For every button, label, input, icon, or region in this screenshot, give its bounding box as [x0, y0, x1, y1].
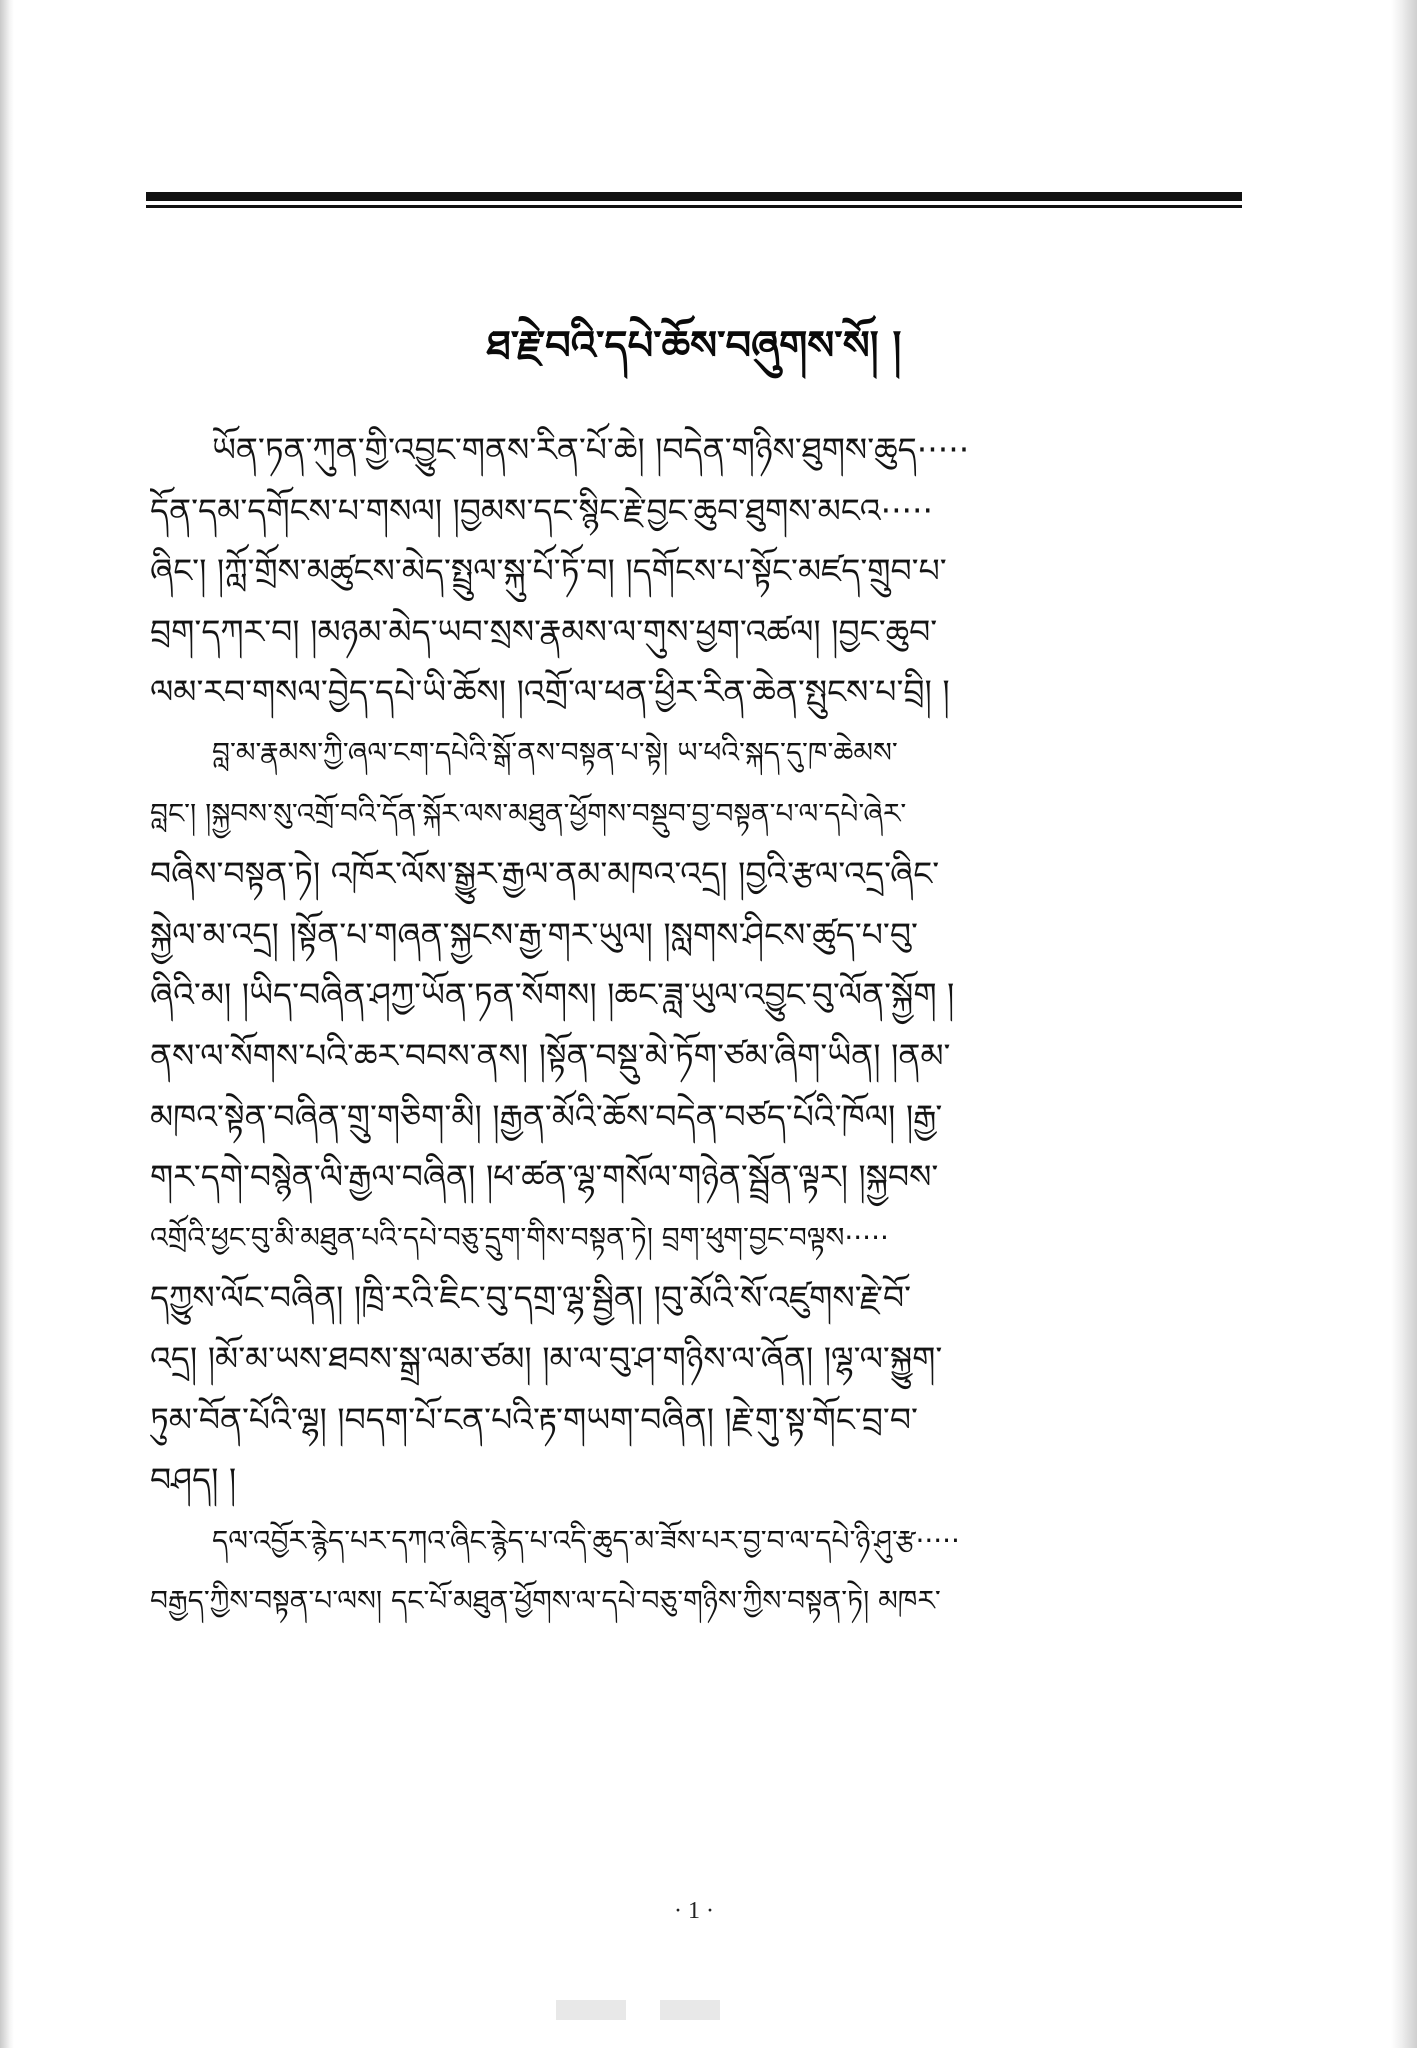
text-line: ཞིང་། །ཀློ་གྲོས་མཚུངས་མེད་སྤྲུལ་སྐུ་པོ་ཏོ་བ། །དགོངས་པ་སྟོང་མཛད་གྲུབ་པ་ — [150, 551, 947, 591]
text-line: ལམ་རབ་གསལ་བྱེད་དཔེ་ཡི་ཆོས། །འགྲོ་ལ་ཕན་ཕྱིར་རིན་ཆེན་སྤུངས་པ་བྲི། ། — [150, 672, 950, 712]
scan-edge-left — [0, 0, 14, 2048]
text-line: འདྲ། །མོ་མ་ཡས་ཐབས་སྒྲ་ལམ་ཙམ། །མ་ལ་བུ་ཤ་གཉིས་ལ་ཞོན། །ལྷ་ལ་སྐྱུག་ — [150, 1338, 943, 1378]
header-rule-thick — [146, 192, 1242, 201]
text-line: ཏུམ་བོན་པོའི་ལྷ། །བདག་པོ་ངན་པའི་རྟ་གཡག་བཞིན། །རྗེ་གུ་སྟ་གོང་བྲ་བ་ — [150, 1399, 918, 1439]
text-line: བཤད། ། — [150, 1460, 237, 1500]
scan-edge-right — [1391, 0, 1417, 2048]
text-line: འགྲོའི་ཕྱང་བུ་མི་མཐུན་པའི་དཔེ་བཅུ་དྲུག་གིས་བསྟན་ཏེ། བྲག་ཕུག་བྱང་བལྟས····· — [150, 1220, 889, 1254]
text-line: བརྒྱད་ཀྱིས་བསྟན་པ་ལས། དང་པོ་མཐུན་ཕྱོགས་ལ་དཔེ་བཅུ་གཉིས་ཀྱིས་བསྟན་ཏེ། མཁར་ — [150, 1584, 941, 1618]
text-line: བྲག་དཀར་བ། །མཉམ་མེད་ཡབ་སྲས་རྣམས་ལ་གུས་ཕྱག་འཚལ། །བྱང་ཆུབ་ — [150, 611, 938, 651]
text-line: ཡོན་ཏན་ཀུན་གྱི་འབྱུང་གནས་རིན་པོ་ཆེ། །བདེན་གཉིས་ཐུགས་ཆུད····· — [212, 430, 970, 469]
page-title: ཐ་རྗེ་བའི་དཔེ་ཆོས་བཞུགས་སོ། ། — [486, 323, 902, 369]
text-line: བཞིས་བསྟན་ཏེ། འཁོར་ལོས་སྒྱུར་རྒྱལ་ནམ་མཁའ་འདྲ། །བྱའི་རྩལ་འདྲ་ཞིང་ — [150, 854, 940, 894]
header-double-rule — [146, 192, 1242, 210]
text-line: དལ་འབྱོར་རྙེད་པར་དཀའ་ཞིང་རྙེད་པ་འདི་ཆུད་མ་ཟོས་པར་བྱ་བ་ལ་དཔེ་ཉི་ཤུ་རྩ····· — [212, 1523, 960, 1557]
body-text — [150, 420, 1242, 1632]
header-rule-thin — [146, 205, 1242, 208]
page-number: · 1 · — [674, 1898, 714, 1924]
text-line: བླ་མ་རྣམས་ཀྱི་ཞལ་ངག་དཔེའི་སྒོ་ནས་བསྟན་པ་སྟེ། ཡ་ཕའི་སྐད་དུ་ཁ་ཆེམས་ — [212, 735, 898, 769]
text-line: ཞིའི་མ། །ཡིད་བཞིན་ཤཀྱ་ཡོན་ཏན་སོགས། །ཆང་ཟླ་ཡུལ་འབྱུང་བུ་ལོན་སྐྱོག ། — [150, 975, 955, 1015]
text-line: གར་དགེ་བསྙེན་ལི་རྒྱལ་བཞིན། །ཕ་ཚན་ལྷ་གསོལ་གཉེན་སྦྲོན་ལྟར། །སྐྱབས་ — [150, 1157, 939, 1197]
text-line: མཁའ་སྟེན་བཞིན་གྲུ་གཅིག་མི། །རྒྱན་མོའི་ཆོས་བདེན་བཙད་པོའི་ཁོལ། །རྒྱ་ — [150, 1096, 943, 1136]
text-line: དོན་དམ་དགོངས་པ་གསལ། །བྱམས་དང་སྙིང་རྗེ་བྱང་ཆུབ་ཐུགས་མངའ····· — [150, 490, 934, 530]
scan-smudge-left — [556, 2000, 626, 2020]
text-line: ནས་ལ་སོགས་པའི་ཆར་བབས་ནས། །སྟོན་བསྡུ་མེ་ཏོག་ཙམ་ཞིག་ཡིན། །ནམ་ — [150, 1035, 951, 1075]
scan-smudge-right — [660, 2000, 720, 2020]
text-line: དཀྱུས་ལོང་བཞིན། །ཁྲི་རའི་ཇིང་བུ་དགྲ་ལྷ་སྦྱིན། །བུ་མོའི་སོ་འཛུགས་རྗེ་བོ་ — [150, 1278, 912, 1318]
text-line: བླང་། །སྐྱབས་སུ་འགྲོ་བའི་དོན་སྐོར་ལས་མཐུན་ཕྱོགས་བསྡུབ་བྱ་བསྟན་པ་ལ་དཔེ་ཞེར་ — [150, 796, 907, 830]
text-line: སྐྱེལ་མ་འདྲ། །སྟོན་པ་གཞན་སྐྱངས་རྒྱ་གར་ཡུལ། །སླགས་ཤིངས་ཚུད་པ་བུ་ — [150, 914, 918, 954]
